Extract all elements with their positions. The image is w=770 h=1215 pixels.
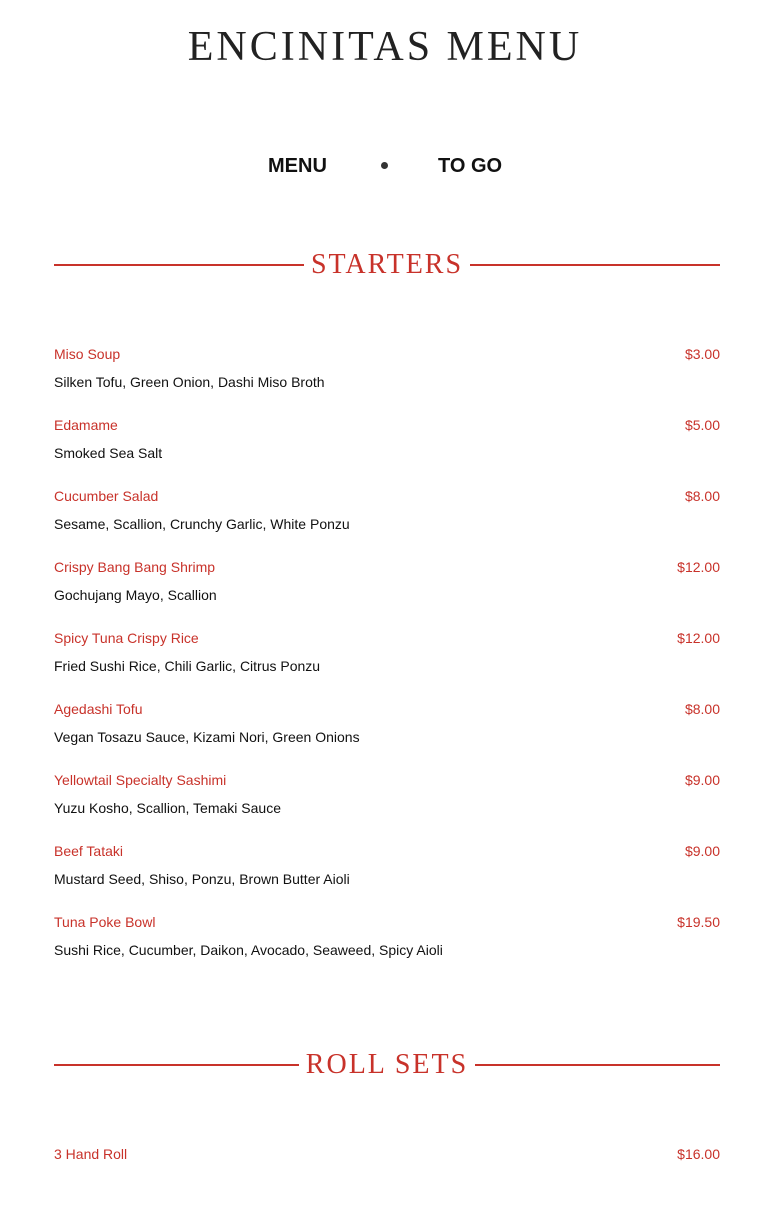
nav-togo-link[interactable]: TO GO [438, 155, 503, 177]
menu-item-price: $16.00 [677, 1146, 720, 1162]
menu-nav [0, 152, 770, 180]
menu-item-price: $12.00 [677, 559, 720, 575]
menu-item-name[interactable]: Tuna Poke Bowl [54, 914, 156, 930]
menu-item-name[interactable]: 3 Hand Roll [54, 1146, 128, 1162]
menu-item [54, 841, 720, 912]
menu-item [54, 1144, 720, 1215]
page-title: ENCINITAS MENU [187, 24, 583, 70]
section-title: ROLL SETS [305, 1049, 469, 1080]
menu-item-name[interactable]: Agedashi Tofu [54, 701, 143, 717]
menu-item [54, 628, 720, 699]
menu-item-price: $19.50 [677, 914, 720, 930]
menu-item-name[interactable]: Miso Soup [54, 346, 121, 362]
menu-item-price: $5.00 [684, 417, 720, 433]
menu-item-description: Mustard Seed, Shiso, Ponzu, Brown Butter Aioli [54, 871, 350, 887]
menu-item-price: $9.00 [684, 843, 720, 859]
menu-item-name[interactable]: Beef Tataki [54, 843, 124, 859]
section-header-starters [54, 248, 720, 282]
menu-item [54, 486, 720, 557]
nav-separator-dot [381, 162, 388, 169]
section-rule-right [475, 1064, 720, 1066]
roll-sets-list [54, 1144, 720, 1215]
menu-item-description: Gochujang Mayo, Scallion [54, 587, 217, 603]
menu-item-name[interactable]: Crispy Bang Bang Shrimp [54, 559, 216, 575]
menu-item-price: $12.00 [677, 630, 720, 646]
menu-item-description: Silken Tofu, Green Onion, Dashi Miso Broth [54, 374, 325, 390]
menu-item-description: Sushi Rice, Cucumber, Daikon, Avocado, Seaweed, Spicy Aioli [54, 942, 443, 958]
section-rule-right [470, 264, 720, 266]
menu-item [54, 415, 720, 486]
menu-item-price: $8.00 [684, 701, 720, 717]
menu-item-description: Smoked Sea Salt [54, 445, 163, 461]
menu-item-name[interactable]: Yellowtail Specialty Sashimi [54, 772, 227, 788]
menu-item-description: Sesame, Scallion, Crunchy Garlic, White Ponzu [54, 516, 350, 532]
menu-item-description: Vegan Tosazu Sauce, Kizami Nori, Green Onions [54, 729, 360, 745]
menu-item-price: $9.00 [684, 772, 720, 788]
menu-item [54, 770, 720, 841]
menu-item [54, 912, 720, 983]
nav-menu-link[interactable]: MENU [268, 155, 327, 177]
menu-item-name[interactable]: Spicy Tuna Crispy Rice [54, 630, 199, 646]
section-rule-left [54, 264, 304, 266]
section-title: STARTERS [310, 249, 464, 280]
menu-item [54, 344, 720, 415]
menu-item-description: Yuzu Kosho, Scallion, Temaki Sauce [54, 800, 281, 816]
menu-item-price: $3.00 [684, 346, 720, 362]
menu-item-price: $8.00 [684, 488, 720, 504]
menu-item-description: Fried Sushi Rice, Chili Garlic, Citrus Ponzu [54, 658, 321, 674]
menu-item-name[interactable]: Cucumber Salad [54, 488, 159, 504]
menu-item-name[interactable]: Edamame [54, 417, 118, 433]
section-rule-left [54, 1064, 299, 1066]
menu-item [54, 699, 720, 770]
starters-list [54, 344, 720, 983]
section-header-roll-sets [54, 1048, 720, 1082]
menu-item [54, 557, 720, 628]
